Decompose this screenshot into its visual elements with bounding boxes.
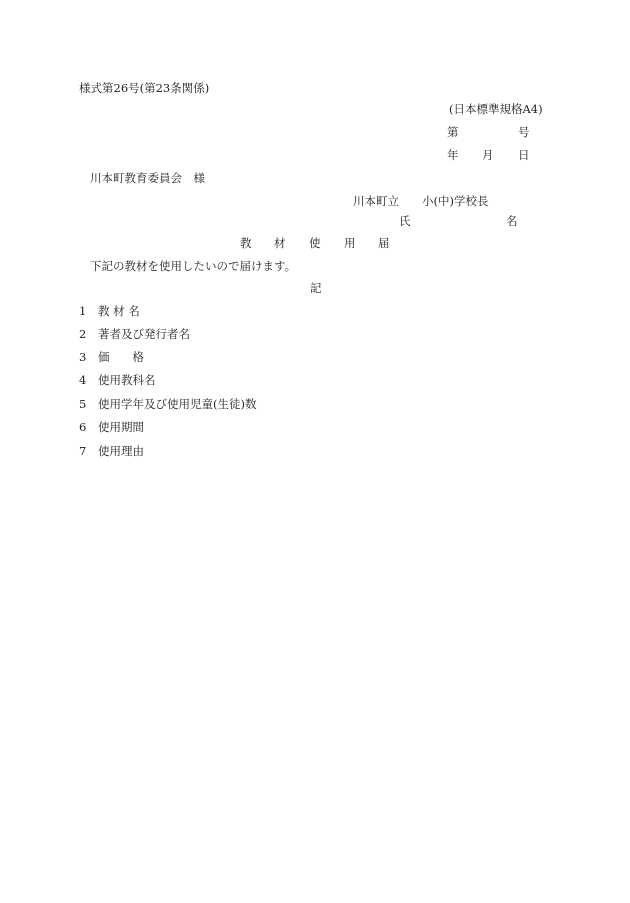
item-1-number: 1: [79, 304, 87, 318]
date-month: 月: [482, 148, 494, 162]
doc-number-go: 号: [518, 125, 530, 139]
paper-size-note: (日本標準規格A4): [449, 102, 543, 116]
title-char-3: 使: [309, 236, 321, 250]
item-2-number: 2: [79, 327, 87, 341]
item-1-label: 教 材 名: [98, 304, 140, 318]
item-6-number: 6: [79, 420, 87, 434]
form-number: 様式第26号(第23条関係): [79, 81, 210, 95]
title-char-5: 届: [378, 236, 390, 250]
item-7-label: 使用理由: [98, 444, 144, 458]
sender-school: 川本町立 小(中)学校長: [353, 194, 489, 208]
title-char-2: 材: [274, 236, 286, 250]
item-3-number: 3: [79, 350, 87, 364]
sender-name-mei: 名: [506, 214, 518, 228]
date-year: 年: [447, 148, 459, 162]
sender-name-uji: 氏: [399, 214, 411, 228]
item-5-number: 5: [79, 397, 87, 411]
title-char-1: 教: [240, 236, 252, 250]
item-6-label: 使用期間: [98, 420, 144, 434]
intro-text: 下記の教材を使用したいので届けます。: [90, 259, 297, 273]
doc-number-dai: 第: [447, 125, 459, 139]
item-3-label: 価 格: [98, 350, 144, 364]
date-day: 日: [518, 148, 530, 162]
item-4-label: 使用教科名: [98, 373, 156, 387]
item-4-number: 4: [79, 373, 87, 387]
item-7-number: 7: [79, 444, 87, 458]
item-5-label: 使用学年及び使用児童(生徒)数: [98, 397, 257, 411]
addressee: 川本町教育委員会 様: [90, 171, 205, 185]
ki-heading: 記: [310, 281, 322, 295]
title-char-4: 用: [344, 236, 356, 250]
item-2-label: 著者及び発行者名: [98, 327, 190, 341]
